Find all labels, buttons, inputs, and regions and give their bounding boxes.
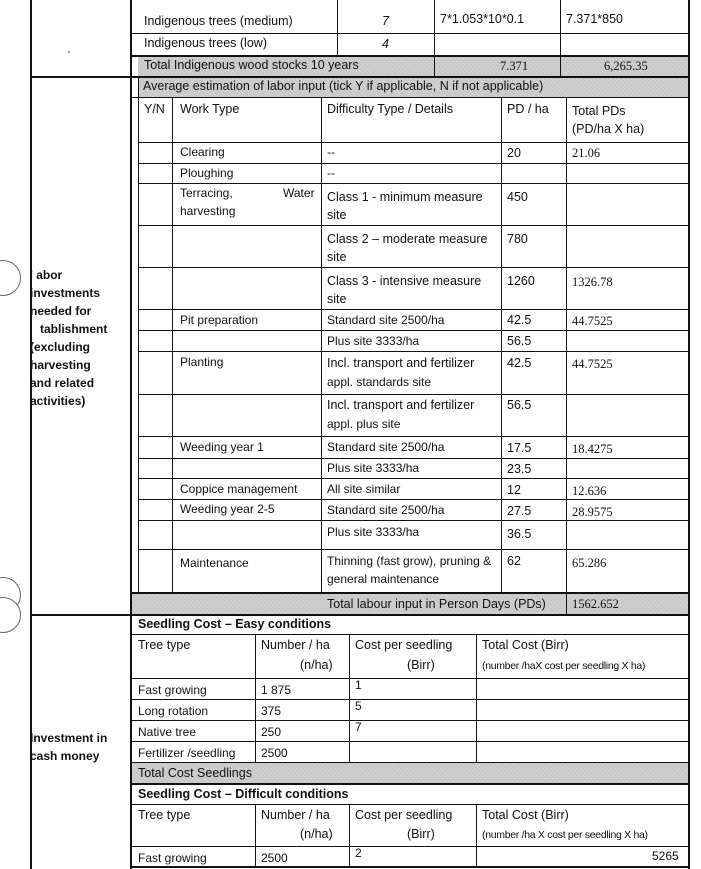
- easy-total-label: Total Cost Seedlings: [138, 766, 252, 780]
- total-pds: 21.06: [572, 146, 601, 160]
- easy-col-number-sub: (n/ha): [300, 658, 333, 672]
- difficulty-detail-cont: appl. standards site: [327, 375, 432, 389]
- cash-section-label-line: cash money: [30, 749, 100, 763]
- difficulty-detail: Incl. transport and fertilizer: [327, 356, 475, 370]
- work-type-cont: Water: [283, 186, 315, 200]
- pd-per-ha: 56.5: [507, 398, 532, 412]
- difficult-col-cost: Cost per seedling: [355, 808, 453, 822]
- stray-mark: ': [68, 50, 70, 61]
- labor-section-label-line: harvesting: [30, 358, 91, 372]
- pd-per-ha: 42.5: [507, 356, 532, 370]
- col-header-yn: Y/N: [144, 102, 165, 116]
- total-wood-total: 6,265.35: [604, 59, 648, 73]
- total-pds: 28.9575: [572, 505, 613, 519]
- difficulty-detail-cont: site: [327, 250, 347, 264]
- total-wood-value: 7.371: [500, 59, 529, 73]
- work-type: Planting: [180, 355, 224, 369]
- easy-tree-type: Fertilizer /seedling: [138, 746, 236, 760]
- pd-per-ha: 62: [507, 554, 521, 568]
- pd-per-ha: 17.5: [507, 441, 532, 455]
- difficult-total: 5265: [652, 849, 679, 863]
- easy-cost: 5: [355, 699, 362, 713]
- pd-per-ha: 36.5: [507, 527, 532, 541]
- work-type: Ploughing: [180, 166, 234, 180]
- col-header-total-sub: (PD/ha X ha): [572, 122, 645, 136]
- difficult-number: 2500: [261, 851, 288, 865]
- easy-number: 250: [261, 725, 282, 739]
- difficult-cost: 2: [355, 846, 362, 860]
- difficulty-detail: Standard site 2500/ha: [327, 440, 445, 454]
- col-header-pd: PD / ha: [507, 102, 549, 116]
- pd-per-ha: 450: [507, 190, 528, 204]
- work-type: Coppice management: [180, 482, 298, 496]
- difficulty-detail-cont: site: [327, 208, 347, 222]
- total-pds: 18.4275: [572, 442, 613, 456]
- labor-section-label-line: (excluding: [30, 340, 91, 354]
- labor-section-label-line: tablishment: [40, 322, 108, 336]
- difficulty-detail: Plus site 3333/ha: [327, 334, 420, 348]
- easy-col-cost-sub: (Birr): [407, 658, 435, 672]
- pd-per-ha: 1260: [507, 274, 535, 288]
- labor-heading: Average estimation of labor input (tick Y if applicable, N if not applicable): [143, 79, 544, 93]
- work-type: Clearing: [180, 145, 225, 159]
- labor-total-value: 1562.652: [572, 597, 619, 611]
- difficult-col-total: Total Cost (Birr): [482, 808, 569, 822]
- total-pds: 12.636: [572, 484, 607, 498]
- easy-seedling-title: Seedling Cost – Easy conditions: [138, 617, 332, 631]
- cash-section-label-line: Investment in: [30, 731, 108, 745]
- difficulty-detail-cont: appl. plus site: [327, 417, 401, 431]
- col-header-difficulty: Difficulty Type / Details: [327, 102, 453, 116]
- difficulty-detail: Class 3 - intensive measure: [327, 274, 482, 288]
- easy-tree-type: Fast growing: [138, 683, 207, 697]
- easy-col-total: Total Cost (Birr): [482, 638, 569, 652]
- top-row-value: 7: [382, 14, 389, 28]
- work-type: Terracing,: [180, 186, 233, 200]
- pd-per-ha: 42.5: [507, 313, 532, 327]
- difficult-col-total-sub: (number /ha X cost per seedling X ha): [482, 829, 648, 841]
- col-header-work: Work Type: [180, 102, 240, 116]
- top-row-value: 4: [382, 37, 389, 51]
- easy-number: 2500: [261, 746, 288, 760]
- labor-total-label: Total labour input in Person Days (PDs): [327, 597, 546, 611]
- pd-per-ha: 12: [507, 483, 521, 497]
- pd-per-ha: 27.5: [507, 504, 532, 518]
- work-type: Weeding year 2-5: [180, 502, 275, 516]
- difficulty-detail: Incl. transport and fertilizer: [327, 398, 475, 412]
- difficult-tree-type: Fast growing: [138, 851, 207, 865]
- difficulty-detail: Standard site 2500/ha: [327, 503, 445, 517]
- total-pds: 1326.78: [572, 275, 613, 289]
- top-row-label: Indigenous trees (medium): [144, 14, 293, 28]
- document-page: [30, 0, 692, 869]
- work-type-cont: harvesting: [180, 204, 236, 218]
- pd-per-ha: 20: [507, 146, 521, 160]
- pd-per-ha: 23.5: [507, 462, 532, 476]
- difficulty-detail: Thinning (fast grow), pruning &: [327, 554, 492, 568]
- difficult-col-type: Tree type: [138, 808, 191, 822]
- easy-col-total-sub: (number /haX cost per seedling X ha): [482, 660, 646, 672]
- difficult-col-number-sub: (n/ha): [300, 827, 333, 841]
- work-type: Pit preparation: [180, 313, 259, 327]
- difficulty-detail: --: [327, 145, 335, 159]
- easy-col-cost: Cost per seedling: [355, 638, 453, 652]
- total-wood-label: Total Indigenous wood stocks 10 years: [144, 58, 359, 72]
- easy-cost: 1: [355, 678, 362, 692]
- work-type: Maintenance: [180, 556, 249, 570]
- difficult-col-cost-sub: (Birr): [407, 827, 435, 841]
- top-row-result: 7.371*850: [566, 12, 624, 26]
- binder-hole-mark: [0, 260, 21, 296]
- easy-col-type: Tree type: [138, 638, 191, 652]
- difficulty-detail: Class 2 – moderate measure: [327, 232, 488, 246]
- easy-number: 375: [261, 704, 282, 718]
- labor-section-label-line: needed for: [30, 304, 92, 318]
- pd-per-ha: 56.5: [507, 334, 532, 348]
- labor-section-label-line: investments: [30, 286, 101, 300]
- difficulty-detail: Plus site 3333/ha: [327, 461, 420, 475]
- easy-tree-type: Long rotation: [138, 704, 209, 718]
- difficulty-detail-cont: site: [327, 292, 347, 306]
- difficulty-detail: --: [327, 166, 335, 180]
- total-pds: 65.286: [572, 556, 607, 570]
- difficulty-detail: Standard site 2500/ha: [327, 313, 445, 327]
- easy-tree-type: Native tree: [138, 725, 197, 739]
- easy-cost: 7: [355, 720, 362, 734]
- pd-per-ha: 780: [507, 232, 528, 246]
- work-type: Weeding year 1: [180, 440, 264, 454]
- difficulty-detail: Class 1 - minimum measure: [327, 190, 483, 204]
- total-pds: 44.7525: [572, 314, 613, 328]
- easy-col-number: Number / ha: [261, 638, 330, 652]
- difficult-col-number: Number / ha: [261, 808, 330, 822]
- labor-section-label-line: activities): [30, 394, 86, 408]
- top-row-formula: 7*1.053*10*0.1: [440, 12, 525, 26]
- labor-section-label-line: ' abor: [30, 268, 63, 282]
- difficult-seedling-title: Seedling Cost – Difficult conditions: [138, 787, 349, 801]
- difficulty-detail-cont: general maintenance: [327, 572, 440, 586]
- top-row-label: Indigenous trees (low): [144, 36, 267, 50]
- difficulty-detail: All site similar: [327, 482, 401, 496]
- total-pds: 44.7525: [572, 357, 613, 371]
- labor-section-label-line: and related: [30, 376, 95, 390]
- col-header-total: Total PDs: [572, 104, 626, 118]
- easy-number: 1 875: [261, 683, 292, 697]
- difficulty-detail: Plus site 3333/ha: [327, 525, 420, 539]
